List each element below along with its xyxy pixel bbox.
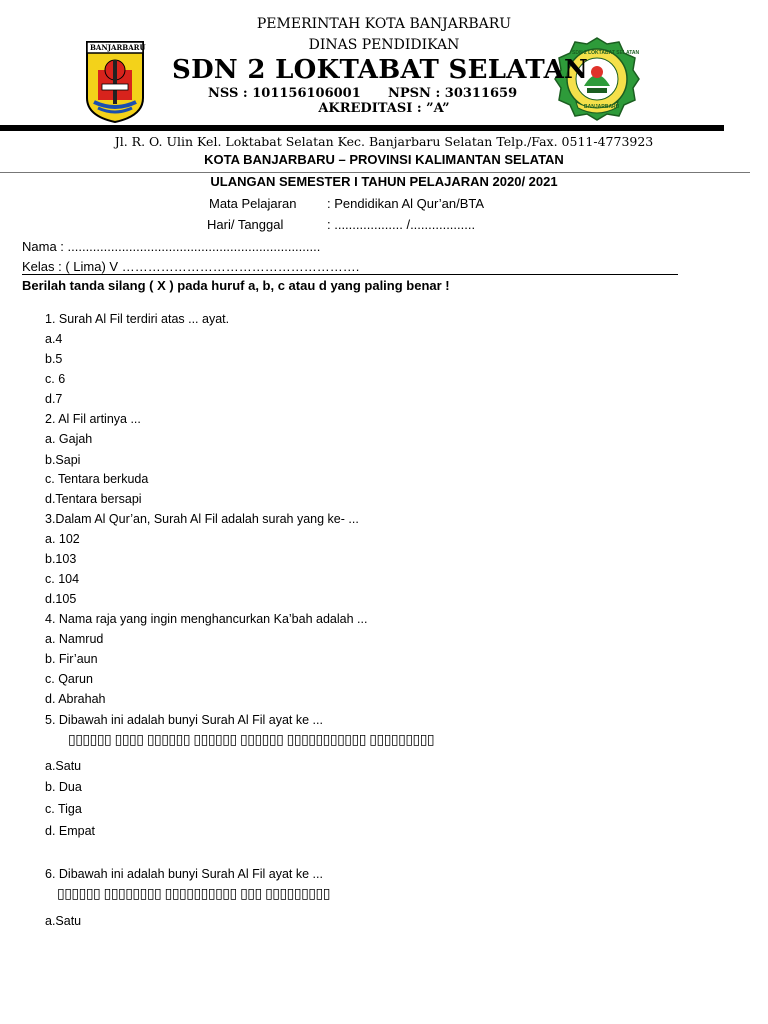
- option-1b: b.5: [45, 352, 63, 366]
- question-5: 5. Dibawah ini adalah bunyi Surah Al Fil ayat ke ...: [45, 713, 323, 727]
- npsn-number: NPSN : 30311659: [388, 86, 518, 101]
- option-6a: a.Satu: [45, 914, 82, 928]
- option-4b: b. Fir’aun: [45, 652, 98, 666]
- option-4c: c. Qarun: [45, 672, 93, 686]
- question-1: 1. Surah Al Fil terdiri atas ... ayat.: [45, 312, 230, 326]
- day-label: Hari/ Tanggal: [207, 217, 284, 232]
- subject-label: Mata Pelajaran: [209, 196, 297, 211]
- right-logo-bottom-label: BANJARBARU: [584, 104, 620, 110]
- header-divider: [0, 125, 724, 131]
- department-title: DINAS PENDIDIKAN: [308, 37, 460, 53]
- option-2c: c. Tentara berkuda: [45, 472, 149, 486]
- right-logo-label: SDN 2 LOKTABAT SELATAN: [572, 50, 640, 56]
- school-name: SDN 2 LOKTABAT SELATAN: [172, 55, 589, 85]
- question-2: 2. Al Fil artinya ...: [45, 412, 141, 426]
- student-info-divider: [22, 274, 678, 275]
- instruction: Berilah tanda silang ( X ) pada huruf a, b, c atau d yang paling benar !: [22, 278, 450, 293]
- option-2d: d.Tentara bersapi: [45, 492, 142, 506]
- arabic-verse-6: ▯▯▯▯▯▯ ▯▯▯▯▯▯▯▯ ▯▯▯▯▯▯▯▯▯▯ ▯▯▯ ▯▯▯▯▯▯▯▯▯: [57, 885, 330, 901]
- address-divider: [0, 172, 750, 173]
- option-3d: d.105: [45, 592, 77, 606]
- option-1d: d.7: [45, 392, 63, 406]
- city-province: KOTA BANJARBARU – PROVINSI KALIMANTAN SELATAN: [204, 152, 564, 167]
- day-value: : ................... /..................: [327, 217, 476, 232]
- name-field: Nama : ......................................................................: [22, 239, 321, 254]
- option-4d: d. Abrahah: [45, 692, 106, 706]
- option-1c: c. 6: [45, 372, 66, 386]
- class-field: Kelas : ( Lima) V ……………………………………………….: [22, 259, 360, 274]
- school-address: Jl. R. O. Ulin Kel. Loktabat Selatan Kec. Banjarbaru Selatan Telp./Fax. 0511-4773923: [114, 134, 654, 149]
- option-3a: a. 102: [45, 532, 80, 546]
- option-5d: d. Empat: [45, 824, 96, 838]
- option-5b: b. Dua: [45, 780, 82, 794]
- option-5c: c. Tiga: [45, 802, 82, 816]
- option-3c: c. 104: [45, 572, 80, 586]
- exam-title: ULANGAN SEMESTER I TAHUN PELAJARAN 2020/ 2021: [210, 174, 558, 189]
- arabic-verse-5: ▯▯▯▯▯▯ ▯▯▯▯ ▯▯▯▯▯▯ ▯▯▯▯▯▯ ▯▯▯▯▯▯ ▯▯▯▯▯▯▯▯▯▯▯ ▯▯▯▯▯▯▯▯▯: [68, 731, 435, 747]
- question-6: 6. Dibawah ini adalah bunyi Surah Al Fil ayat ke ...: [45, 867, 323, 881]
- option-2a: a. Gajah: [45, 432, 93, 446]
- subject-value: : Pendidikan Al Qur’an/BTA: [327, 196, 485, 211]
- option-2b: b.Sapi: [45, 453, 81, 467]
- option-4a: a. Namrud: [45, 632, 104, 646]
- question-3: 3.Dalam Al Qur’an, Surah Al Fil adalah surah yang ke- ...: [45, 512, 359, 526]
- option-1a: a.4: [45, 332, 63, 346]
- question-4: 4. Nama raja yang ingin menghancurkan Ka’bah adalah ...: [45, 612, 368, 626]
- accreditation: AKREDITASI : ”A”: [318, 101, 450, 116]
- nss-number: NSS : 101156106001: [208, 86, 361, 101]
- government-title: PEMERINTAH KOTA BANJARBARU: [256, 16, 512, 32]
- option-5a: a.Satu: [45, 759, 82, 773]
- option-3b: b.103: [45, 552, 77, 566]
- left-logo-label: BANJARBARU: [90, 43, 146, 52]
